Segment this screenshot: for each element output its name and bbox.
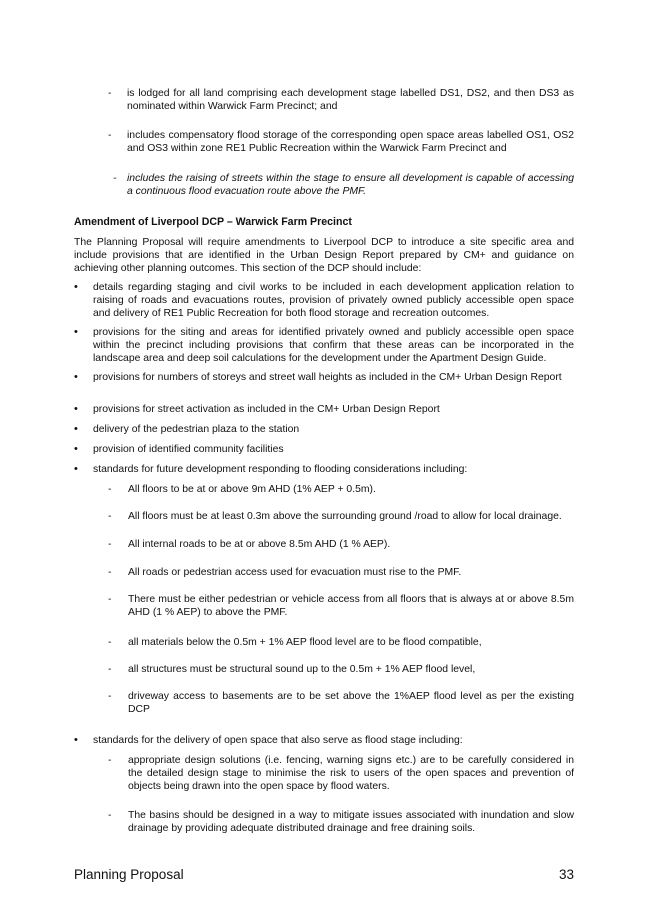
dash-marker: - [108, 637, 112, 648]
bullet-marker: • [74, 281, 78, 293]
sub-item-text: driveway access to basements are to be set above the 1%AEP flood level as per the existing DCP [128, 691, 574, 715]
bullet-text: delivery of the pedestrian plaza to the station [93, 424, 300, 435]
bullet-text: details regarding staging and civil works to be included in each development application relation to raising of roads and evacuations routes, provision of privately owned publicly accessible open space and delivery of RE1 Public Recreation for both flood storage and recreation outcomes. [93, 282, 574, 319]
sub-item-text: The basins should be designed in a way to mitigate issues associated with inundation and slow drainage by providing adequate distributed drainage and free draining soils. [128, 810, 574, 834]
sub-item-text: all materials below the 0.5m + 1% AEP flood level are to be flood compatible, [128, 637, 482, 648]
dash-marker: - [108, 691, 112, 702]
dash-marker: - [113, 173, 117, 184]
sub-item-text: all structures must be structural sound up to the 0.5m + 1% AEP flood level, [128, 664, 476, 675]
bullet-text: provisions for numbers of storeys and street wall heights as included in the CM+ Urban Design Report [93, 372, 562, 383]
bullet-marker: • [74, 443, 78, 455]
footer-title: Planning Proposal [74, 867, 184, 882]
dash-marker: - [108, 594, 112, 605]
dash-marker: - [108, 130, 112, 141]
sub-item-text: All internal roads to be at or above 8.5m AHD (1 % AEP). [128, 539, 391, 550]
dash-marker: - [108, 539, 112, 550]
bullet-marker: • [74, 403, 78, 415]
bullet-text: standards for the delivery of open space that also serve as flood stage including: [93, 735, 463, 746]
bullet-text: provision of identified community facilities [93, 444, 284, 455]
dash-marker: - [108, 755, 112, 766]
dash-marker: - [108, 664, 112, 675]
bullet-marker: • [74, 734, 78, 746]
list-item-text: is lodged for all land comprising each development stage labelled DS1, DS2, and then DS3 as nominated within Warwick Farm Precinct; and [127, 88, 574, 112]
bullet-text: provisions for street activation as included in the CM+ Urban Design Report [93, 404, 440, 415]
page-number: 33 [558, 867, 574, 882]
list-item-text: includes the raising of streets within the stage to ensure all development is capable of accessing a continuous flood evacuation route above the PMF. [127, 173, 574, 197]
bullet-marker: • [74, 423, 78, 435]
dash-marker: - [108, 567, 112, 578]
sub-item-text: All floors to be at or above 9m AHD (1% AEP + 0.5m). [128, 484, 376, 495]
sub-item-text: All floors must be at least 0.3m above the surrounding ground /road to allow for local drainage. [128, 511, 562, 522]
bullet-text: provisions for the siting and areas for identified privately owned and publicly accessible open space within the precinct including provisions that confirm that these areas can be incorporated in the landscape area and deep soil calculations for the development under the Apartment Design Guide. [93, 327, 574, 364]
dash-marker: - [108, 810, 112, 821]
list-item-text: includes compensatory flood storage of the corresponding open space areas labelled OS1, OS2 and OS3 within zone RE1 Public Recreation within the Warwick Farm Precinct and [127, 130, 574, 154]
bullet-marker: • [74, 463, 78, 475]
dash-marker: - [108, 88, 112, 99]
sub-item-text: appropriate design solutions (i.e. fencing, warning signs etc.) are to be carefully considered in the detailed design stage to minimise the risk to users of the open spaces and prevention of objects being drawn into the open space by flood waters. [128, 755, 574, 792]
intro-paragraph: The Planning Proposal will require amendments to Liverpool DCP to introduce a site specific area and include provisions that are identified in the Urban Design Report prepared by CM+ and guidance on achieving other planning outcomes. This section of the DCP should include: [74, 237, 574, 274]
bullet-marker: • [74, 371, 78, 383]
section-heading: Amendment of Liverpool DCP – Warwick Farm Precinct [74, 216, 352, 228]
dash-marker: - [108, 511, 112, 522]
dash-marker: - [108, 484, 112, 495]
sub-item-text: All roads or pedestrian access used for evacuation must rise to the PMF. [128, 567, 462, 578]
sub-item-text: There must be either pedestrian or vehicle access from all floors that is always at or above 8.5m AHD (1 % AEP) to above the PMF. [128, 594, 574, 618]
bullet-marker: • [74, 326, 78, 338]
bullet-text: standards for future development responding to flooding considerations including: [93, 464, 468, 475]
